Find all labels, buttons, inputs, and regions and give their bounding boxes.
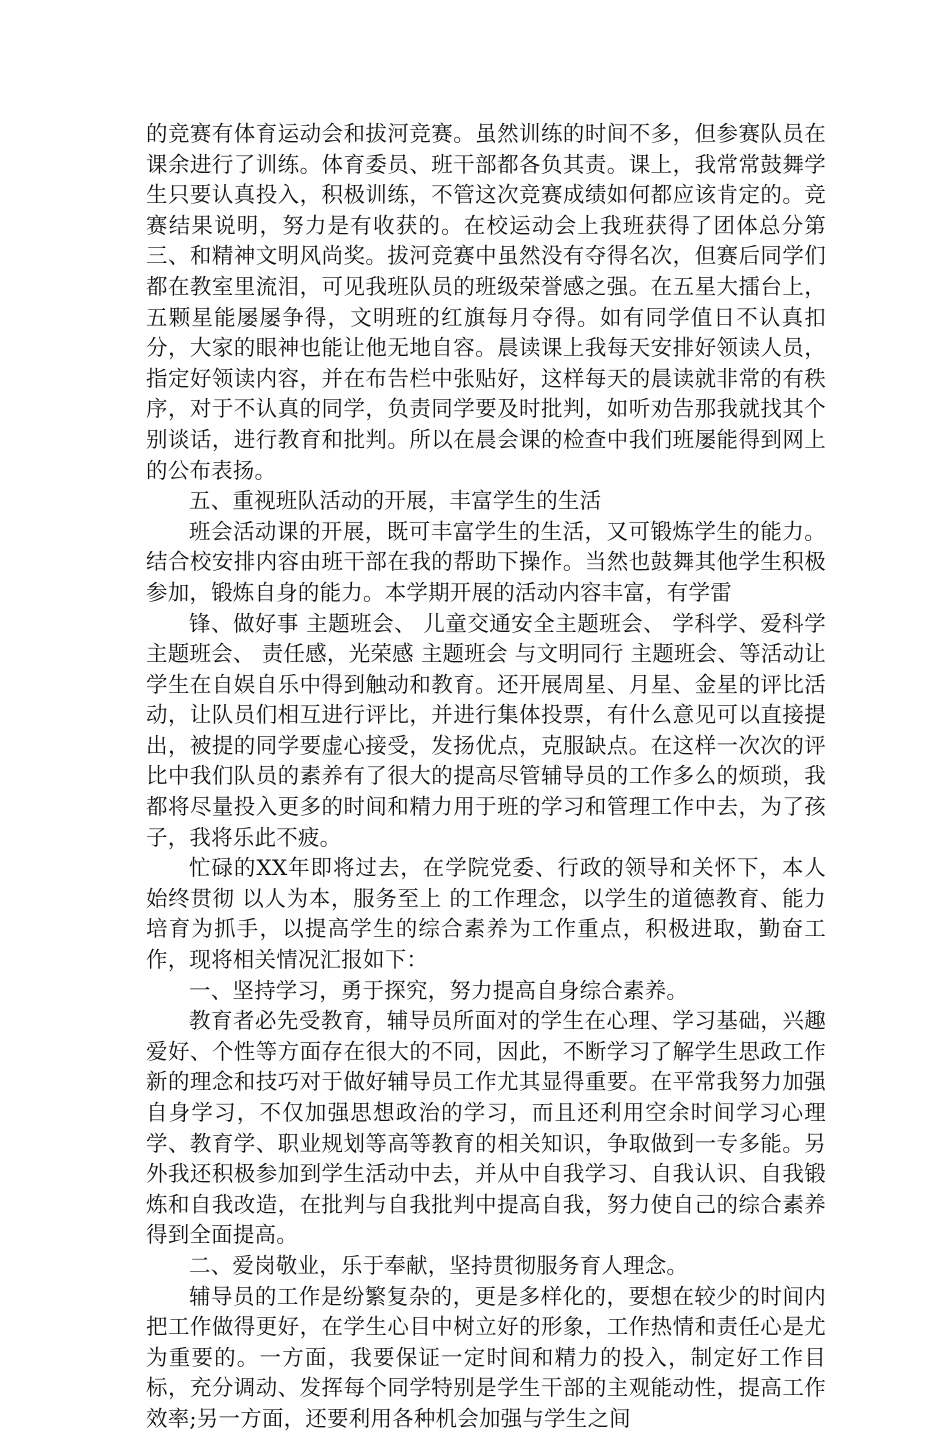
paragraph-7: 教育者必先受教育，辅导员所面对的学生在心理、学习基础，兴趣爱好、个性等方面存在很大的不同，因此，不断学习了解学生思政工作新的理念和技巧对于做好辅导员工作尤其显得重要。在平常我努力加强自身学习，不仅加强思想政治的学习，而且还利用空余时间学习心理学、教育学、职业规划等高等教育的相关知识，争取做到一专多能。另外我还积极参加到学生活动中去，并从中自我学习、自我认识、自我锻炼和自我改造，在批判与自我批判中提高自我，努力使自己的综合素养得到全面提高。 <box>146 1009 826 1249</box>
paragraph-4: 锋、做好事 主题班会、 儿童交通安全主题班会、 学科学、爱科学 主题班会、 责任感，光荣感 主题班会 与文明同行 主题班会、等活动让学生在自娱自乐中得到触动和教育。还开展周星、月星、金星的评比活动，让队员们相互进行评比，并进行集体投票，有什么意见可以直接提出，被提的同学要虚心接受，发扬优点，克服缺点。在这样一次次的评比中我们队员的素养有了很大的提高尽管辅导员的工作多么的烦琐，我都将尽量投入更多的时间和精力用于班的学习和管理工作中去，为了孩子，我将乐此不疲。 <box>146 611 826 851</box>
heading-section-2: 二、爱岗敬业，乐于奉献，坚持贯彻服务育人理念。 <box>189 1253 689 1279</box>
paragraph-3: 班会活动课的开展，既可丰富学生的生活，又可锻炼学生的能力。结合校安排内容由班干部在我的帮助下操作。当然也鼓舞其他学生积极参加，锻炼自身的能力。本学期开展的活动内容丰富，有学雷 <box>146 519 826 606</box>
paragraph-1: 的竞赛有体育运动会和拔河竞赛。虽然训练的时间不多，但参赛队员在课余进行了训练。体育委员、班干部都各负其责。课上，我常常鼓舞学生只要认真投入，积极训练，不管这次竞赛成绩如何都应该肯定的。竞赛结果说明，努力是有收获的。在校运动会上我班获得了团体总分第三、和精神文明风尚奖。拔河竞赛中虽然没有夺得名次，但赛后同学们都在教室里流泪，可见我班队员的班级荣誉感之强。在五星大擂台上，五颗星能屡屡争得，文明班的红旗每月夺得。如有同学值日不认真扣分，大家的眼神也能让他无地自容。晨读课上我每天安排好领读人员，指定好领读内容，并在布告栏中张贴好，这样每天的晨读就非常的有秩序，对于不认真的同学，负责同学要及时批判，如听劝告那我就找其个别谈话，进行教育和批判。所以在晨会课的检查中我们班屡能得到网上的公布表扬。 <box>146 122 826 484</box>
paragraph-9: 辅导员的工作是纷繁复杂的，更是多样化的，要想在较少的时间内把工作做得更好，在学生心目中树立好的形象，工作热情和责任心是尤为重要的。一方面，我要保证一定时间和精力的投入，制定好工作目标，充分调动、发挥每个同学特别是学生干部的主观能动性，提高工作效率;另一方面，还要利用各种机会加强与学生之间 <box>146 1284 826 1432</box>
paragraph-5: 忙碌的XX年即将过去，在学院党委、行政的领导和关怀下，本人始终贯彻 以人为本，服务至上 的工作理念，以学生的道德教育、能力培育为抓手，以提高学生的综合素养为工作重点，积极进取，勤奋工作，现将相关情况汇报如下： <box>146 856 826 974</box>
heading-section-5: 五、重视班队活动的开展，丰富学生的生活 <box>189 489 602 515</box>
heading-section-1: 一、坚持学习，勇于探究，努力提高自身综合素养。 <box>189 978 689 1004</box>
document-body <box>146 120 826 1436</box>
